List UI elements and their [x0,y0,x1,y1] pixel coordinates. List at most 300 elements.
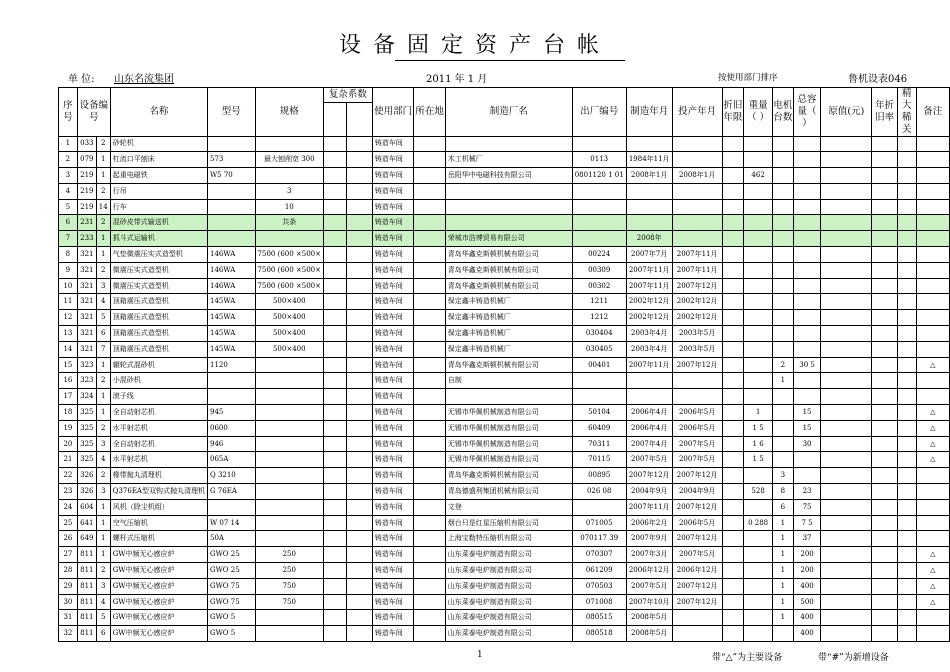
cell-seq: 13 [59,326,78,342]
cell-weight [744,626,773,642]
cell-complexity-b [347,484,372,500]
cell-name: Q376EA型双钩式抛丸清理机 [110,484,207,500]
cell-rate [872,168,898,184]
cell-name: 顶箱震压式造型机 [110,341,207,357]
cell-depreciated [722,168,744,184]
cell-dev-class: 811 [77,626,96,642]
cell-in-service [672,626,722,642]
cell-in-service: 2007年5月 [672,452,722,468]
cell-location [414,594,445,610]
cell-dev-class: 219 [77,183,96,199]
cell-complexity-b [347,341,372,357]
table-row [59,499,950,515]
header-rate: 年折旧率 [872,88,898,137]
cell-in-service: 2004年9月 [672,484,722,500]
cell-factory-no [572,136,626,152]
cell-dev-sub: 5 [96,310,110,326]
cell-in-service: 2007年12月 [672,499,722,515]
table-row [59,484,950,500]
cell-location [414,341,445,357]
header-precision: 精大稀关 [897,88,916,137]
cell-location [414,199,445,215]
cell-model: 146WA [207,278,255,294]
table-row [59,152,950,168]
cell-rate [872,436,898,452]
cell-dev-class: 325 [77,420,96,436]
cell-depreciated [722,594,744,610]
cell-spec: 750 [255,578,323,594]
cell-remarks: △ [916,452,949,468]
cell-made: 2006年12月 [626,563,672,579]
cell-seq: 28 [59,563,78,579]
cell-complexity-a [324,594,347,610]
cell-seq: 2 [59,152,78,168]
cell-seq: 32 [59,626,78,642]
cell-made: 2007年7月 [626,247,672,263]
cell-complexity-b [347,262,372,278]
cell-name: 行车 [110,199,207,215]
table-row [59,215,950,231]
cell-dept: 铸造车间 [372,610,414,626]
cell-complexity-b [347,547,372,563]
cell-model: W 07 14 [207,515,255,531]
cell-factory-no: 70311 [572,436,626,452]
cell-in-service [672,231,722,247]
cell-capacity [793,152,821,168]
cell-depreciated [722,563,744,579]
cell-dev-sub: 4 [96,294,110,310]
cell-rate [872,484,898,500]
cell-seq: 30 [59,594,78,610]
sort-note: 按使用部门排序 [718,73,778,83]
cell-dev-class: 233 [77,231,96,247]
cell-dev-class: 811 [77,547,96,563]
cell-spec: 500×400 [255,341,323,357]
cell-complexity-a [324,515,347,531]
cell-name: 风机（除尘机组） [110,499,207,515]
cell-dev-sub: 1 [96,247,110,263]
cell-complexity-a [324,247,347,263]
cell-name: 螺杆式压缩机 [110,531,207,547]
cell-complexity-a [324,357,347,373]
cell-location [414,183,445,199]
cell-depreciated [722,278,744,294]
cell-precision [897,357,916,373]
cell-depreciated [722,262,744,278]
cell-complexity-b [347,436,372,452]
cell-factory-no: 00895 [572,468,626,484]
cell-weight: 1 5 [744,420,773,436]
cell-in-service: 2007年12月 [672,578,722,594]
table-row [59,231,950,247]
cell-seq: 23 [59,484,78,500]
cell-motors [773,215,794,231]
cell-value [821,168,872,184]
cell-maker [445,389,572,405]
cell-model: 50A [207,531,255,547]
cell-factory-no [572,499,626,515]
unit-value [114,70,174,85]
cell-dev-sub: 3 [96,484,110,500]
cell-precision [897,405,916,421]
cell-rate [872,547,898,563]
cell-in-service [672,183,722,199]
cell-motors [773,420,794,436]
cell-spec: 250 [255,547,323,563]
table-row [59,183,950,199]
cell-capacity: 30 [793,436,821,452]
cell-motors [773,231,794,247]
cell-complexity-a [324,468,347,484]
cell-depreciated [722,420,744,436]
cell-complexity-a [324,183,347,199]
page-title: 设备固定资产台帐 [338,33,611,58]
cell-dev-sub: 1 [96,531,110,547]
cell-depreciated [722,436,744,452]
cell-maker: 保定鑫丰铸造机械厂 [445,294,572,310]
cell-depreciated [722,247,744,263]
cell-value [821,420,872,436]
cell-made: 2007年12月 [626,468,672,484]
cell-dev-class: 811 [77,578,96,594]
cell-made [626,389,672,405]
cell-model: 573 [207,152,255,168]
cell-location [414,626,445,642]
cell-name: GW中频无心感应炉 [110,578,207,594]
cell-precision [897,183,916,199]
cell-in-service: 2007年12月 [672,594,722,610]
cell-made: 2007年9月 [626,531,672,547]
cell-remarks [916,373,949,389]
cell-model: 0600 [207,420,255,436]
cell-complexity-b [347,563,372,579]
cell-complexity-b [347,168,372,184]
cell-value [821,357,872,373]
cell-remarks: △ [916,357,949,373]
cell-weight [744,231,773,247]
cell-dev-sub: 2 [96,183,110,199]
header-capacity: 总容量（ ） [793,88,821,137]
cell-seq: 20 [59,436,78,452]
cell-maker: 文登 [445,499,572,515]
cell-motors: 1 [773,594,794,610]
cell-complexity-b [347,247,372,263]
cell-dept: 铸造车间 [372,247,414,263]
cell-complexity-b [347,389,372,405]
cell-value [821,294,872,310]
cell-depreciated [722,578,744,594]
cell-model [207,136,255,152]
table-row [59,547,950,563]
cell-capacity [793,341,821,357]
cell-name: 混砂皮带式输送机 [110,215,207,231]
cell-dept: 铸造车间 [372,310,414,326]
cell-remarks [916,262,949,278]
cell-capacity [793,215,821,231]
cell-maker: 上海宝勒特压缩机有限公司 [445,531,572,547]
cell-remarks [916,310,949,326]
cell-maker: 青岛德盛利集团机械有限公司 [445,484,572,500]
cell-model: GWO 25 [207,563,255,579]
cell-location [414,278,445,294]
header-complexity-b [347,103,372,136]
cell-name: 起重电磁铁 [110,168,207,184]
cell-capacity: 75 [793,499,821,515]
cell-model [207,199,255,215]
header-remarks: 备注 [916,88,949,137]
cell-name: 空气压缩机 [110,515,207,531]
cell-capacity [793,294,821,310]
table-row [59,610,950,626]
cell-seq: 12 [59,310,78,326]
cell-made: 2006年2月 [626,515,672,531]
cell-made: 1984年11月 [626,152,672,168]
cell-in-service: 2007年12月 [672,357,722,373]
cell-value [821,215,872,231]
cell-factory-no [572,199,626,215]
cell-seq: 11 [59,294,78,310]
cell-complexity-a [324,531,347,547]
cell-factory-no: 070503 [572,578,626,594]
cell-complexity-b [347,515,372,531]
cell-seq: 14 [59,341,78,357]
cell-made: 2007年11月 [626,357,672,373]
cell-maker: 保定鑫丰铸造机械厂 [445,310,572,326]
cell-capacity: 15 [793,405,821,421]
cell-rate [872,231,898,247]
cell-value [821,531,872,547]
cell-precision [897,294,916,310]
cell-made: 2007年11月 [626,262,672,278]
cell-depreciated [722,610,744,626]
cell-value [821,341,872,357]
cell-model: 145WA [207,294,255,310]
header-spec: 规格 [255,88,323,137]
cell-motors [773,436,794,452]
cell-made: 2008年5月 [626,626,672,642]
cell-motors [773,294,794,310]
cell-rate [872,531,898,547]
cell-remarks [916,515,949,531]
cell-remarks: △ [916,436,949,452]
cell-motors: 1 [773,610,794,626]
cell-dev-sub: 1 [96,357,110,373]
cell-remarks [916,626,949,642]
cell-value [821,231,872,247]
cell-complexity-b [347,452,372,468]
cell-in-service [672,199,722,215]
table-row [59,262,950,278]
cell-motors [773,262,794,278]
cell-precision [897,420,916,436]
cell-made: 2007年4月 [626,436,672,452]
cell-weight [744,326,773,342]
cell-dev-class: 649 [77,531,96,547]
cell-remarks: △ [916,563,949,579]
report-date: 2011 年 1 月 [426,74,488,85]
cell-remarks [916,610,949,626]
cell-location [414,405,445,421]
cell-model: 1120 [207,357,255,373]
unit-name: 山东名流集团 [114,74,174,85]
cell-weight [744,341,773,357]
cell-dev-class: 321 [77,310,96,326]
cell-dev-class: 811 [77,594,96,610]
cell-complexity-a [324,420,347,436]
cell-complexity-a [324,373,347,389]
legend-main-equipment: 带“△”为主要设备 [712,653,783,663]
cell-value [821,405,872,421]
cell-made: 2006年4月 [626,405,672,421]
cell-location [414,373,445,389]
cell-model: 146WA [207,262,255,278]
cell-maker: 无锡市华佩机械制造有限公司 [445,405,572,421]
cell-spec [255,231,323,247]
cell-location [414,326,445,342]
cell-spec: 500×400 [255,294,323,310]
cell-name: GW中频无心感应炉 [110,626,207,642]
cell-in-service: 2007年5月 [672,436,722,452]
table-row [59,294,950,310]
cell-motors: 1 [773,531,794,547]
cell-dept: 铸造车间 [372,578,414,594]
cell-dev-sub: 1 [96,152,110,168]
header-dev-no: 设备编号 [77,88,110,137]
cell-maker: 山东菜泰电炉制造有限公司 [445,610,572,626]
cell-dept: 铸造车间 [372,452,414,468]
cell-location [414,452,445,468]
cell-complexity-a [324,578,347,594]
cell-complexity-a [324,389,347,405]
cell-complexity-b [347,310,372,326]
cell-maker: 青岛华鑫克斯顿机械有限公司 [445,357,572,373]
cell-maker: 荣城市浩博贸易有限公司 [445,231,572,247]
cell-seq: 19 [59,420,78,436]
cell-location [414,136,445,152]
cell-dev-class: 641 [77,515,96,531]
cell-weight: 528 [744,484,773,500]
cell-factory-no: 50104 [572,405,626,421]
cell-weight: 1 5 [744,452,773,468]
cell-motors: 1 [773,563,794,579]
cell-complexity-b [347,183,372,199]
cell-maker: 山东菜泰电炉制造有限公司 [445,578,572,594]
cell-in-service: 2006年5月 [672,420,722,436]
cell-weight [744,183,773,199]
cell-motors [773,310,794,326]
cell-depreciated [722,547,744,563]
cell-weight [744,531,773,547]
cell-factory-no: 080518 [572,626,626,642]
cell-weight [744,468,773,484]
cell-weight [744,136,773,152]
cell-made: 2007年11月 [626,499,672,515]
cell-spec [255,389,323,405]
cell-name: 橡带抛丸清理机 [110,468,207,484]
cell-in-service: 2006年5月 [672,515,722,531]
cell-complexity-a [324,168,347,184]
cell-maker: 青岛华鑫克斯顿机械有限公司 [445,262,572,278]
cell-motors [773,247,794,263]
cell-dev-class: 321 [77,341,96,357]
cell-remarks [916,247,949,263]
cell-dept: 铸造车间 [372,499,414,515]
cell-dev-sub: 1 [96,515,110,531]
cell-location [414,515,445,531]
cell-factory-no: 071005 [572,515,626,531]
cell-name: 顶箱震压式造型机 [110,326,207,342]
cell-spec [255,531,323,547]
cell-capacity [793,136,821,152]
cell-spec: 最大刨削宽 300 [255,152,323,168]
cell-weight [744,357,773,373]
cell-rate [872,405,898,421]
cell-factory-no [572,231,626,247]
cell-weight [744,373,773,389]
cell-factory-no [572,373,626,389]
cell-dev-class: 219 [77,168,96,184]
cell-spec [255,373,323,389]
cell-factory-no: 030404 [572,326,626,342]
cell-capacity: 500 [793,594,821,610]
cell-made: 2007年11月 [626,278,672,294]
cell-spec [255,420,323,436]
cell-dev-sub: 2 [96,262,110,278]
cell-complexity-b [347,199,372,215]
cell-precision [897,531,916,547]
cell-dev-class: 321 [77,326,96,342]
cell-name: 辗轮式混砂机 [110,357,207,373]
table-row [59,136,950,152]
cell-model: 065A [207,452,255,468]
cell-capacity [793,326,821,342]
cell-precision [897,610,916,626]
cell-rate [872,152,898,168]
cell-dept: 铸造车间 [372,484,414,500]
cell-complexity-b [347,405,372,421]
cell-name: GW中频无心感应炉 [110,563,207,579]
cell-rate [872,578,898,594]
cell-maker: 青岛华鑫克斯顿机械有限公司 [445,468,572,484]
cell-factory-no: 00401 [572,357,626,373]
cell-spec: 7500 (600 ×500× [255,278,323,294]
cell-complexity-a [324,563,347,579]
cell-depreciated [722,357,744,373]
cell-weight [744,152,773,168]
table-row [59,373,950,389]
cell-in-service [672,610,722,626]
cell-factory-no: 026 08 [572,484,626,500]
cell-model: GWO 75 [207,578,255,594]
cell-spec: 共条 [255,215,323,231]
cell-model: 145WA [207,326,255,342]
cell-name: 杠流口平刨床 [110,152,207,168]
cell-precision [897,310,916,326]
cell-depreciated [722,373,744,389]
header-value: 原值(元) [821,88,872,137]
cell-precision [897,199,916,215]
cell-remarks [916,326,949,342]
cell-rate [872,610,898,626]
cell-location [414,563,445,579]
cell-made: 2007年10月 [626,594,672,610]
cell-remarks [916,484,949,500]
cell-spec [255,136,323,152]
cell-spec [255,484,323,500]
cell-model [207,183,255,199]
cell-value [821,278,872,294]
cell-name: GW中频无心感应炉 [110,547,207,563]
